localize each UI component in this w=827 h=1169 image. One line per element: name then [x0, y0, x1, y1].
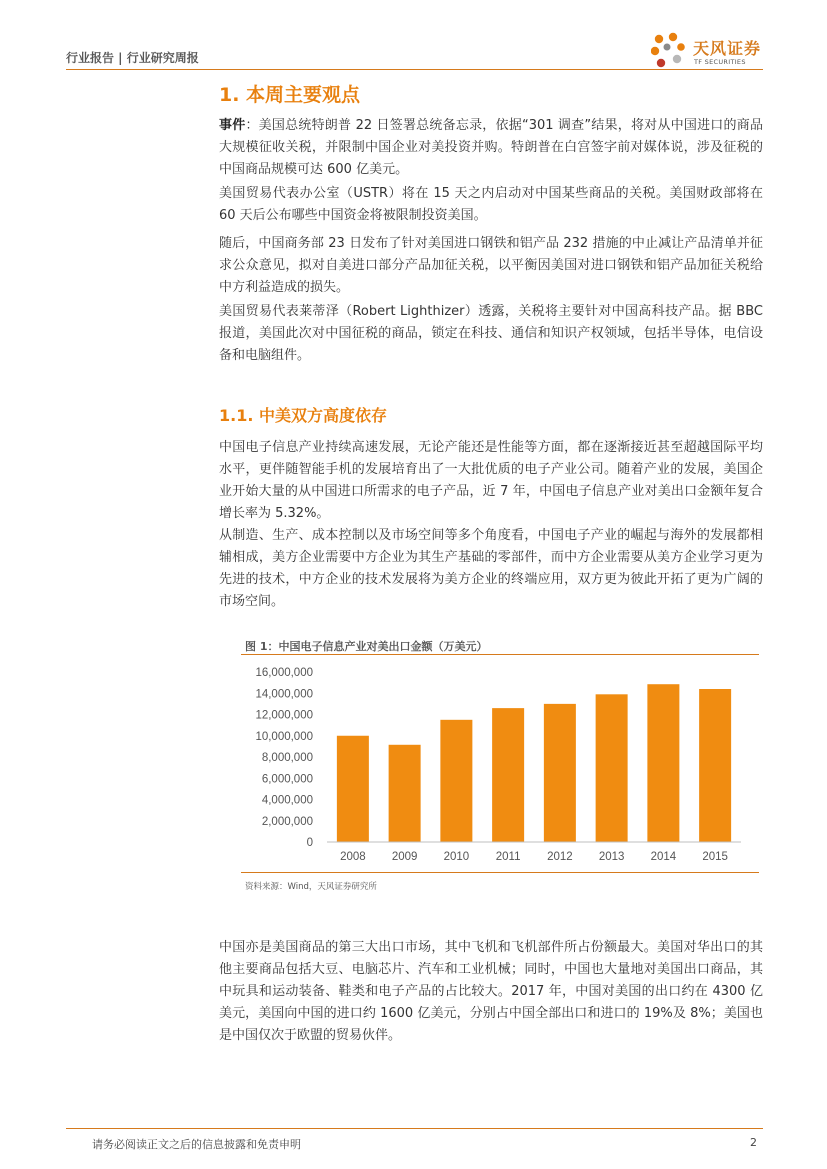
event-label: 事件	[219, 118, 246, 133]
x-tick-label: 2012	[547, 851, 573, 863]
bar-2015	[699, 689, 731, 842]
section-heading-interdependence: 1.1. 中美双方高度依存	[219, 406, 387, 425]
report-breadcrumb: 行业报告 | 行业研究周报	[66, 51, 199, 65]
section-heading-main-views: 1. 本周主要观点	[219, 84, 361, 106]
bar-2014	[647, 684, 679, 842]
x-tick-label: 2011	[495, 851, 521, 863]
figure-bottom-divider	[241, 872, 759, 873]
y-tick-label: 4,000,000	[261, 794, 313, 807]
paragraph-industry-growth: 中国电子信息产业持续高速发展，无论产能还是性能等方面，都在逐渐接近甚至超越国际平均水平，更伴随智能手机的发展培育出了一大批优质的电子产业公司。随着产业的发展，美国企业开始大量的从中国进口所需求的电子产品，近 7 年，中国电子信息产业对美出口金额年复合增长率为 5.32%。	[219, 440, 763, 521]
y-tick-label: 14,000,000	[255, 688, 313, 701]
paragraph-event	[219, 115, 763, 181]
event-text: ：美国总统特朗普 22 日签署总统备忘录，依据“301 调查”结果，将对从中国进口的商品大规模征收关税，并限制中国企业对美投资并购。特朗普在白宫签字前对媒体说，涉及征税的中国商品规模可达 600 亿美元。	[219, 118, 763, 177]
x-tick-label: 2010	[443, 851, 470, 863]
bar-2009	[389, 745, 421, 842]
paragraph-mofcom: 随后，中国商务部 23 日发布了针对美国进口钢铁和铝产品 232 措施的中止减让产品清单并征求公众意见，拟对自美进口部分产品加征关税，以平衡因美国对进口钢铁和铝产品加征关税给中方利益造成的损失。	[219, 236, 763, 295]
y-tick-label: 10,000,000	[255, 730, 313, 743]
y-tick-label: 8,000,000	[261, 752, 313, 764]
bar-2008	[337, 736, 369, 842]
bar-2013	[596, 694, 628, 842]
page-number: 2	[750, 1136, 757, 1149]
export-bar-chart	[241, 655, 759, 870]
x-tick-label: 2009	[391, 851, 418, 863]
logo-wordmark: 天风证券	[693, 39, 762, 58]
paragraph-trade-partner: 中国亦是美国商品的第三大出口市场，其中飞机和飞机部件所占份额最大。美国对华出口的其他主要商品包括大豆、电脑芯片、汽车和工业机械；同时，中国也大量地对美国出口商品，其中玩具和运动装备、鞋类和电子产品的占比较大。2017 年，中国对美国的出口约在 4300 亿美元，美国向中国的进口约 1600 亿美元，分别占中国全部出口和进口的 19%及 8%；美国也是中国仅次于欧盟的贸易伙伴。	[219, 940, 763, 1043]
figure-title: 图 1：中国电子信息产业对美出口金额（万美元）	[245, 640, 488, 653]
x-tick-label: 2014	[650, 851, 677, 863]
x-tick-label: 2013	[598, 851, 625, 863]
y-tick-label: 16,000,000	[255, 667, 313, 679]
paragraph-complementarity: 从制造、生产、成本控制以及市场空间等多个角度看，中国电子产业的崛起与海外的发展都相辅相成，美方企业需要中方企业为其生产基础的零部件，而中方企业需要从美方企业学习更为先进的技术，中方企业的技术发展将为美方企业的终端应用，双方更为彼此开拓了更为广阔的市场空间。	[219, 528, 763, 609]
y-tick-label: 12,000,000	[255, 709, 313, 722]
bar-2011	[492, 708, 524, 842]
paragraph-ustr: 美国贸易代表办公室（USTR）将在 15 天之内启动对中国某些商品的关税。美国财政部将在 60 天后公布哪些中国资金将被限制投资美国。	[219, 186, 763, 223]
footer-divider	[66, 1128, 763, 1129]
y-tick-label: 2,000,000	[261, 815, 313, 828]
logo-subtitle: TF SECURITIES	[694, 58, 746, 66]
bar-2010	[440, 720, 472, 842]
paragraph-lighthizer: 美国贸易代表莱蒂泽（Robert Lighthizer）透露，关税将主要针对中国高科技产品。据 BBC 报道，美国此次对中国征税的商品，锁定在科技、通信和知识产权领域，包括半导体，电信设备和电脑组件。	[219, 304, 763, 363]
figure-source: 资料来源：Wind，天风证券研究所	[245, 882, 377, 892]
footer-disclaimer: 请务必阅读正文之后的信息披露和免责申明	[92, 1138, 301, 1151]
bar-2012	[544, 704, 576, 842]
x-tick-label: 2015	[702, 851, 728, 863]
y-tick-label: 0	[306, 837, 313, 849]
y-tick-label: 6,000,000	[261, 773, 313, 786]
x-tick-label: 2008	[340, 851, 366, 863]
